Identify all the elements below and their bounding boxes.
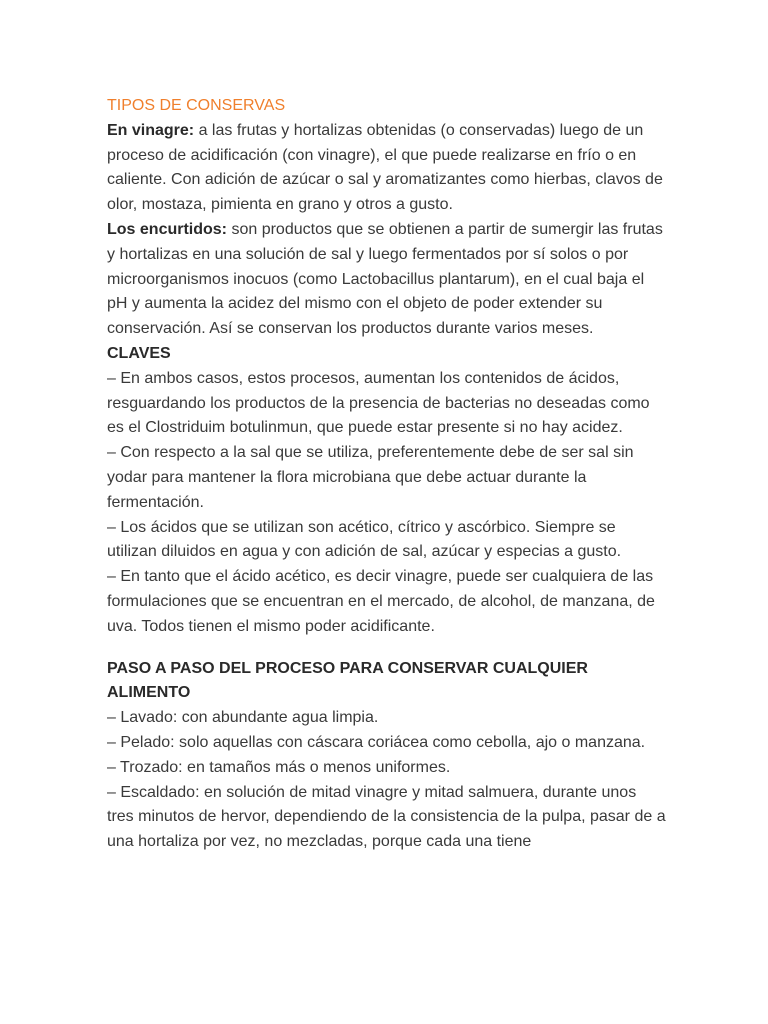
type-vinagre-term: En vinagre: (107, 121, 195, 139)
step-item: – Pelado: solo aquellas con cáscara coriácea como cebolla, ajo o manzana. (107, 733, 646, 751)
clave-item: – Los ácidos que se utilizan son acético, cítrico y ascórbico. Siempre se utilizan diluidos en agua y con adición de sal, azúcar y especias a gusto. (107, 518, 622, 561)
steps-heading: PASO A PASO DEL PROCESO PARA CONSERVAR CUALQUIER ALIMENTO (107, 659, 588, 702)
type-encurtidos-text: son productos que se obtienen a partir de sumergir las frutas y hortalizas en una solución de sal y luego fermentados por sí solos o por microorganismos inocuos (como Lactobacillus plantarum), en el cual baja el pH y aumenta la acidez del mismo con el objeto de poder extender su conservación. Así se conservan los productos durante varios meses. (107, 220, 663, 338)
step-item: – Lavado: con abundante agua limpia. (107, 709, 379, 727)
clave-item: – En ambos casos, estos procesos, aumentan los contenidos de ácidos, resguardando los productos de la presencia de bacterias no deseadas como es el Clostriduim botulinmun, que puede estar presente si no hay acidez. (107, 369, 650, 437)
type-encurtidos-term: Los encurtidos: (107, 220, 228, 238)
step-item: – Escaldado: en solución de mitad vinagre y mitad salmuera, durante unos tres minutos de hervor, dependiendo de la consistencia de la pulpa, pasar de a una hortaliza por vez, no mezcladas, porque cada una tiene (107, 783, 666, 851)
type-encurtidos-paragraph (107, 218, 667, 342)
section-title: TIPOS DE CONSERVAS (107, 97, 286, 114)
type-vinagre-text: a las frutas y hortalizas obtenidas (o conservadas) luego de un proceso de acidificación (con vinagre), el que puede realizarse en frío o en caliente. Con adición de azúcar o sal y aromatizantes como hierbas, clavos de olor, mostaza, pimienta en grano y otros a gusto. (107, 121, 663, 214)
clave-item: – En tanto que el ácido acético, es decir vinagre, puede ser cualquiera de las formulaciones que se encuentran en el mercado, de alcohol, de manzana, de uva. Todos tienen el mismo poder acidificante. (107, 568, 655, 635)
claves-heading: CLAVES (107, 344, 171, 362)
paragraph-gap (107, 640, 667, 657)
clave-item: – Con respecto a la sal que se utiliza, preferentemente debe de ser sal sin yodar para mantener la flora microbiana que debe actuar durante la fermentación. (107, 444, 634, 511)
type-vinagre-paragraph (107, 119, 667, 218)
document-page (107, 94, 667, 855)
step-item: – Trozado: en tamaños más o menos uniformes. (107, 758, 451, 776)
